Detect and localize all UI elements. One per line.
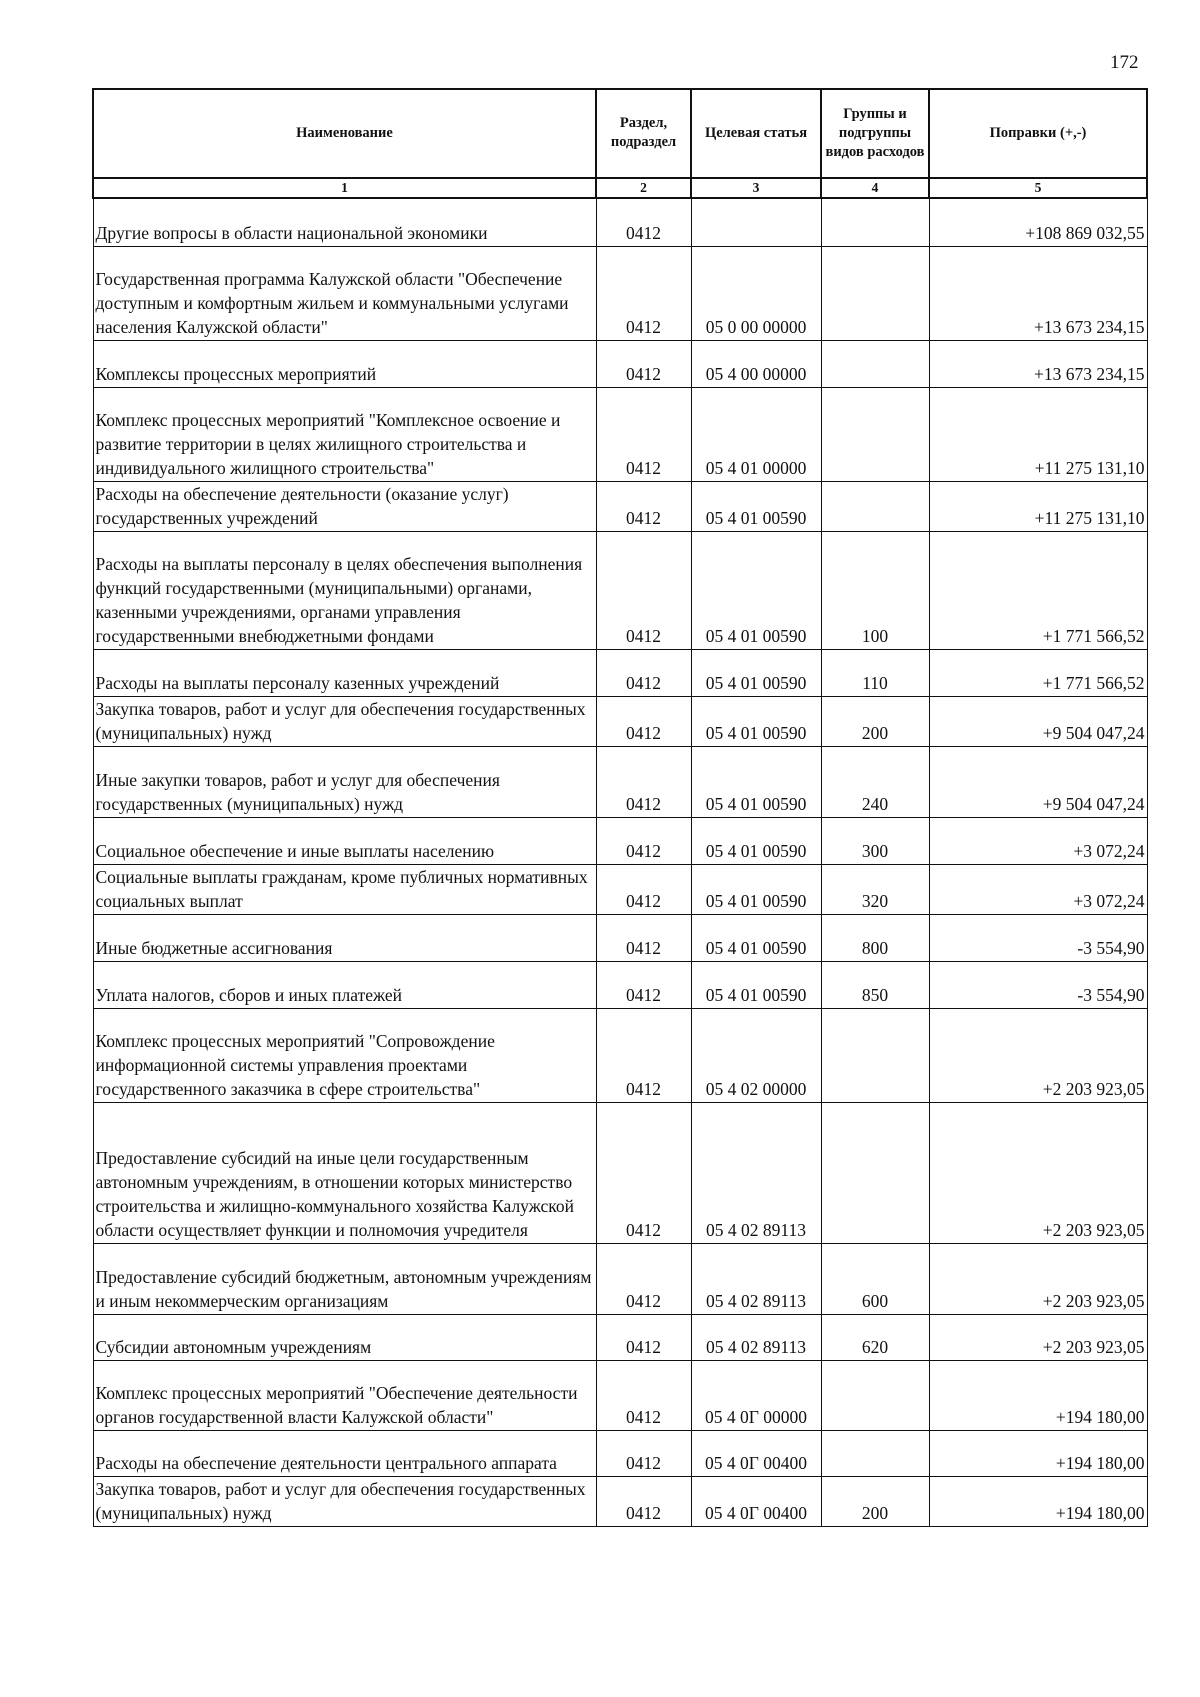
row-target: 05 4 01 00590 [691,746,821,817]
row-name: Комплексы процессных мероприятий [93,340,596,387]
row-name: Расходы на обеспечение деятельности центрального аппарата [93,1430,596,1476]
row-group: 320 [821,864,929,914]
header-section: Раздел, подраздел [596,89,691,178]
row-group: 200 [821,696,929,746]
row-name: Субсидии автономным учреждениям [93,1314,596,1360]
row-group [821,1430,929,1476]
table-row [93,1314,1147,1360]
row-name: Расходы на выплаты персоналу казенных учреждений [93,649,596,696]
column-number: 4 [821,178,929,198]
table-row [93,1243,1147,1314]
row-target: 05 4 01 00590 [691,864,821,914]
table-row [93,1360,1147,1430]
table-row [93,914,1147,961]
row-amount: +194 180,00 [929,1476,1147,1526]
row-amount: +9 504 047,24 [929,746,1147,817]
row-section: 0412 [596,340,691,387]
row-target: 05 4 01 00590 [691,481,821,531]
row-group [821,340,929,387]
table-row [93,531,1147,649]
column-number: 2 [596,178,691,198]
row-group: 110 [821,649,929,696]
row-section: 0412 [596,746,691,817]
row-amount: +2 203 923,05 [929,1102,1147,1243]
row-section: 0412 [596,531,691,649]
row-amount: +11 275 131,10 [929,387,1147,481]
row-group [821,1360,929,1430]
row-section: 0412 [596,387,691,481]
row-amount: +1 771 566,52 [929,531,1147,649]
table-row [93,246,1147,340]
table-row [93,696,1147,746]
row-section: 0412 [596,914,691,961]
table-row [93,961,1147,1008]
row-group: 240 [821,746,929,817]
row-section: 0412 [596,1430,691,1476]
row-amount: +2 203 923,05 [929,1243,1147,1314]
row-section: 0412 [596,198,691,246]
table-row [93,340,1147,387]
row-name: Другие вопросы в области национальной экономики [93,198,596,246]
row-target: 05 4 0Г 00400 [691,1476,821,1526]
table-body [93,198,1147,1526]
row-amount: +1 771 566,52 [929,649,1147,696]
row-section: 0412 [596,649,691,696]
table-row [93,1430,1147,1476]
row-name: Иные закупки товаров, работ и услуг для обеспечения государственных (муниципальных) нужд [93,746,596,817]
row-section: 0412 [596,1243,691,1314]
row-amount: +3 072,24 [929,864,1147,914]
table-row [93,387,1147,481]
row-target: 05 4 01 00590 [691,649,821,696]
row-group: 100 [821,531,929,649]
table-row [93,817,1147,864]
budget-amendments-table [92,88,1148,1527]
row-name: Комплекс процессных мероприятий "Сопровождение информационной системы управления проектами государственного заказчика в сфере строительства" [93,1008,596,1102]
row-target: 05 4 01 00590 [691,696,821,746]
row-group: 200 [821,1476,929,1526]
row-amount: +13 673 234,15 [929,246,1147,340]
row-group [821,1102,929,1243]
table-row [93,746,1147,817]
row-name: Расходы на выплаты персоналу в целях обеспечения выполнения функций государственными (муниципальными) органами, казенными учреждениями, органами управления государственными внебюджетными фондами [93,531,596,649]
row-target: 05 4 02 00000 [691,1008,821,1102]
row-amount: +9 504 047,24 [929,696,1147,746]
row-group [821,481,929,531]
table-row [93,1476,1147,1526]
column-number: 1 [93,178,596,198]
column-number: 5 [929,178,1147,198]
row-section: 0412 [596,1102,691,1243]
table-row [93,649,1147,696]
row-target: 05 4 0Г 00000 [691,1360,821,1430]
row-name: Закупка товаров, работ и услуг для обеспечения государственных (муниципальных) нужд [93,1476,596,1526]
row-amount: +108 869 032,55 [929,198,1147,246]
column-number-row [93,178,1147,198]
row-group [821,1008,929,1102]
row-target [691,198,821,246]
column-number: 3 [691,178,821,198]
row-section: 0412 [596,864,691,914]
table-row [93,198,1147,246]
row-target: 05 4 02 89113 [691,1102,821,1243]
table-row [93,481,1147,531]
row-amount: +11 275 131,10 [929,481,1147,531]
row-group [821,198,929,246]
row-amount: +194 180,00 [929,1360,1147,1430]
row-name: Уплата налогов, сборов и иных платежей [93,961,596,1008]
row-group: 620 [821,1314,929,1360]
header-amount: Поправки (+,-) [929,89,1147,178]
row-name: Комплекс процессных мероприятий "Комплексное освоение и развитие территории в целях жилищного строительства и индивидуального жилищного строительства" [93,387,596,481]
row-amount: +194 180,00 [929,1430,1147,1476]
row-section: 0412 [596,1008,691,1102]
row-target: 05 4 00 00000 [691,340,821,387]
header-target: Целевая статья [691,89,821,178]
row-section: 0412 [596,696,691,746]
row-target: 05 4 0Г 00400 [691,1430,821,1476]
table-row [93,864,1147,914]
row-target: 05 4 02 89113 [691,1314,821,1360]
row-name: Расходы на обеспечение деятельности (оказание услуг) государственных учреждений [93,481,596,531]
row-target: 05 4 01 00590 [691,961,821,1008]
row-name: Предоставление субсидий на иные цели государственным автономным учреждениям, в отношении которых министерство строительства и жилищно-коммунального хозяйства Калужской области осуществляет функции и полномочия учредителя [93,1102,596,1243]
row-name: Иные бюджетные ассигнования [93,914,596,961]
row-target: 05 4 02 89113 [691,1243,821,1314]
row-section: 0412 [596,1476,691,1526]
row-amount: +3 072,24 [929,817,1147,864]
row-group: 850 [821,961,929,1008]
row-target: 05 4 01 00000 [691,387,821,481]
row-name: Закупка товаров, работ и услуг для обеспечения государственных (муниципальных) нужд [93,696,596,746]
row-target: 05 4 01 00590 [691,531,821,649]
row-section: 0412 [596,1314,691,1360]
header-group: Группы и подгруппы видов расходов [821,89,929,178]
row-name: Социальное обеспечение и иные выплаты населению [93,817,596,864]
row-section: 0412 [596,481,691,531]
row-group [821,387,929,481]
row-name: Комплекс процессных мероприятий "Обеспечение деятельности органов государственной власти Калужской области" [93,1360,596,1430]
row-target: 05 4 01 00590 [691,817,821,864]
row-amount: +2 203 923,05 [929,1008,1147,1102]
row-section: 0412 [596,246,691,340]
row-group: 600 [821,1243,929,1314]
row-group: 800 [821,914,929,961]
row-amount: +13 673 234,15 [929,340,1147,387]
table-row [93,1102,1147,1243]
row-amount: -3 554,90 [929,961,1147,1008]
row-section: 0412 [596,817,691,864]
row-group [821,246,929,340]
page-number: 172 [1110,52,1139,73]
row-amount: -3 554,90 [929,914,1147,961]
table-header-row [93,89,1147,178]
row-name: Государственная программа Калужской области "Обеспечение доступным и комфортным жильем и коммунальными услугами населения Калужской области" [93,246,596,340]
row-amount: +2 203 923,05 [929,1314,1147,1360]
row-target: 05 4 01 00590 [691,914,821,961]
row-group: 300 [821,817,929,864]
row-section: 0412 [596,961,691,1008]
row-target: 05 0 00 00000 [691,246,821,340]
header-name: Наименование [93,89,596,178]
table-row [93,1008,1147,1102]
row-name: Предоставление субсидий бюджетным, автономным учреждениям и иным некоммерческим организациям [93,1243,596,1314]
row-section: 0412 [596,1360,691,1430]
row-name: Социальные выплаты гражданам, кроме публичных нормативных социальных выплат [93,864,596,914]
